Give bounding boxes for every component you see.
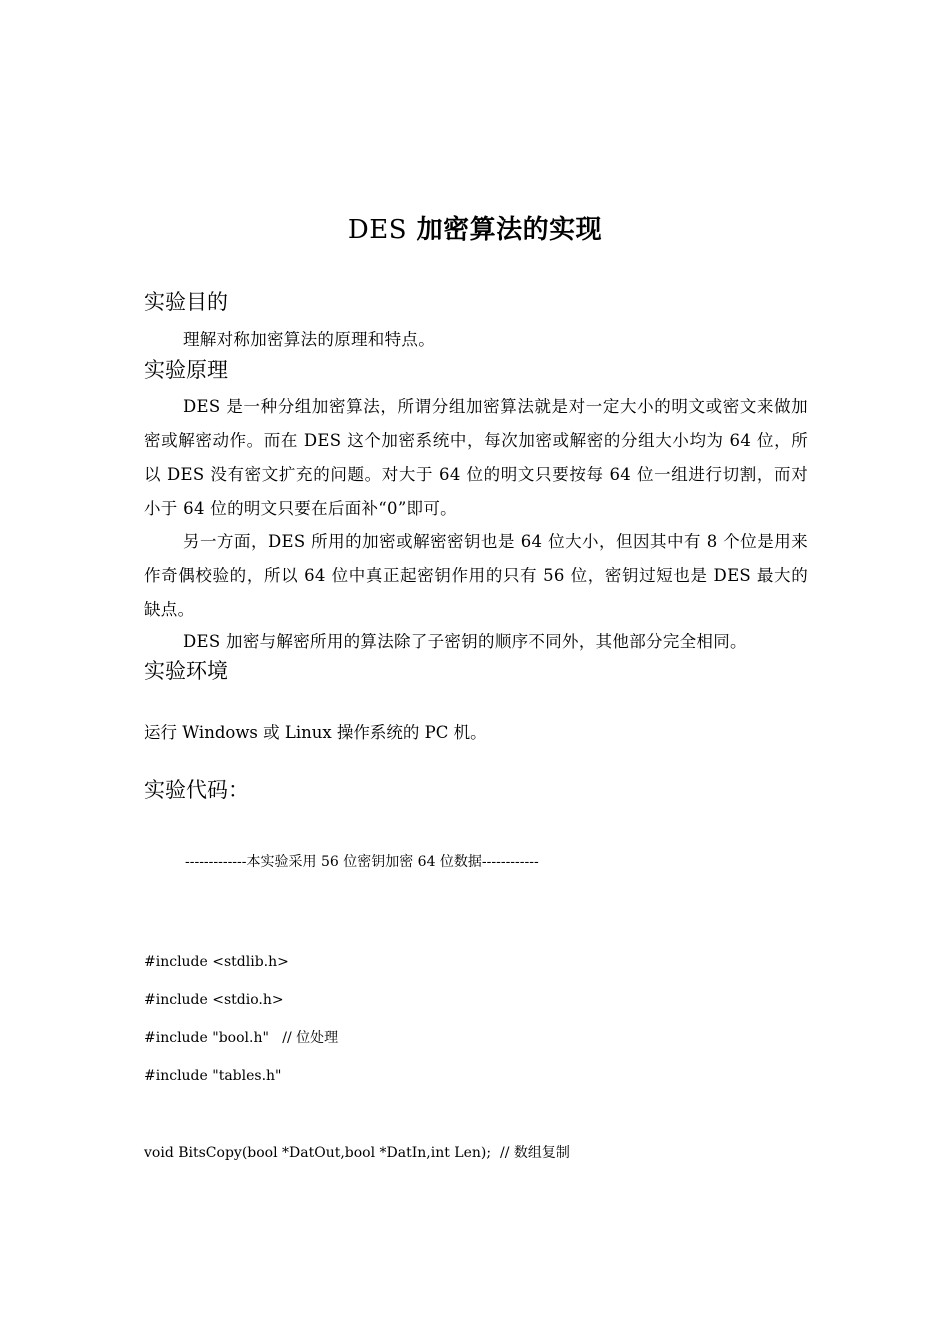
code-divider-comment: -------------本实验采用 56 位密钥加密 64 位数据------------ — [185, 854, 539, 870]
purpose-text: 理解对称加密算法的原理和特点。 — [183, 330, 435, 349]
code-line-include-bool: #include "bool.h" // 位处理 — [144, 1030, 339, 1046]
code-heading: 实验代码： — [144, 778, 249, 802]
code-line-bitscopy-decl: void BitsCopy(bool *DatOut,bool *DatIn,int Len); // 数组复制 — [144, 1145, 570, 1161]
purpose-heading: 实验目的 — [144, 290, 228, 314]
principle-heading: 实验原理 — [144, 358, 228, 382]
title-cjk-part: 加密算法的实现 — [407, 215, 603, 245]
principle-paragraph-1: DES 是一种分组加密算法，所谓分组加密算法就是对一定大小的明文或密文来做加密或解密动作。而在 DES 这个加密系统中，每次加密或解密的分组大小均为 64 位，所以 DES 没有密文扩充的问题。对大于 64 位的明文只要按每 64 位一组进行切割，而对小于 64 位的明文只要在后面补“0”即可。 — [144, 397, 808, 518]
title-latin-part: DES — [347, 215, 408, 245]
code-line-include-tables: #include "tables.h" — [144, 1068, 282, 1084]
principle-paragraph-3: DES 加密与解密所用的算法除了子密钥的顺序不同外，其他部分完全相同。 — [183, 632, 747, 651]
code-line-include-stdlib: #include <stdlib.h> — [144, 954, 289, 970]
document-title — [0, 210, 950, 250]
environment-text: 运行 Windows 或 Linux 操作系统的 PC 机。 — [144, 723, 487, 742]
environment-heading: 实验环境 — [144, 659, 228, 683]
principle-paragraph-2: 另一方面，DES 所用的加密或解密密钥也是 64 位大小，但因其中有 8 个位是用来作奇偶校验的，所以 64 位中真正起密钥作用的只有 56 位，密钥过短也是 DES 最大的缺点。 — [144, 532, 808, 619]
code-line-include-stdio: #include <stdio.h> — [144, 992, 284, 1008]
